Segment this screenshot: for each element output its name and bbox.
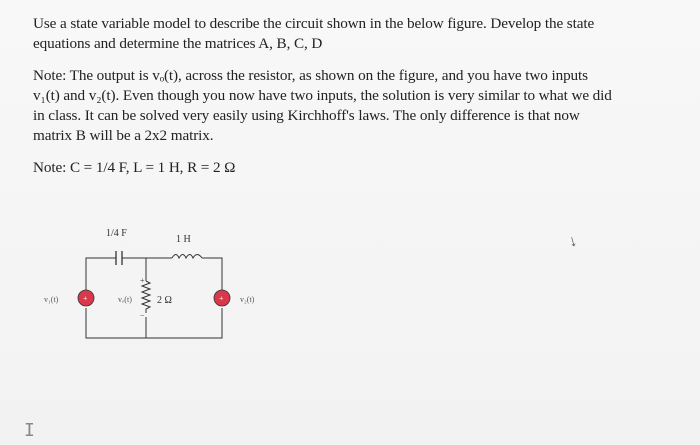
voltage-source-1 (78, 290, 94, 306)
svg-text:+: + (83, 294, 88, 303)
text-line: in class. It can be solved very easily using Kirchhoff's laws. The only difference is that now (33, 107, 580, 124)
text-cursor-icon: I (24, 420, 35, 441)
text-line: equations and determine the matrices A, B, C, D (33, 35, 323, 52)
source1-label: v₁(t) (44, 295, 59, 304)
svg-text:+: + (219, 294, 224, 303)
plus-sign: + (140, 276, 145, 285)
checkmark-icon: ↓ (566, 232, 579, 251)
inductor-label: 1 H (176, 234, 191, 245)
capacitor (116, 251, 122, 265)
capacitor-label: 1/4 F (106, 228, 127, 239)
text-line: Use a state variable model to describe the circuit shown in the below figure. Develop the state (33, 15, 595, 32)
resistor-label: 2 Ω (157, 295, 172, 306)
text-line: matrix B will be a 2x2 matrix. (33, 127, 214, 144)
output-label: vₒ(t) (118, 295, 132, 304)
text-line: v₁(t) and v₂(t). Even though you now have two inputs, the solution is very similar to what we did (33, 87, 612, 104)
voltage-source-2 (214, 290, 230, 306)
text-line: Note: The output is vₒ(t), across the resistor, as shown on the figure, and you have two inputs (33, 67, 588, 84)
resistor (142, 281, 150, 313)
circuit-wires (86, 258, 222, 338)
text-line: Note: C = 1/4 F, L = 1 H, R = 2 Ω (33, 159, 236, 176)
inductor (172, 255, 202, 259)
minus-sign: − (140, 311, 145, 320)
source2-label: v₂(t) (240, 295, 255, 304)
